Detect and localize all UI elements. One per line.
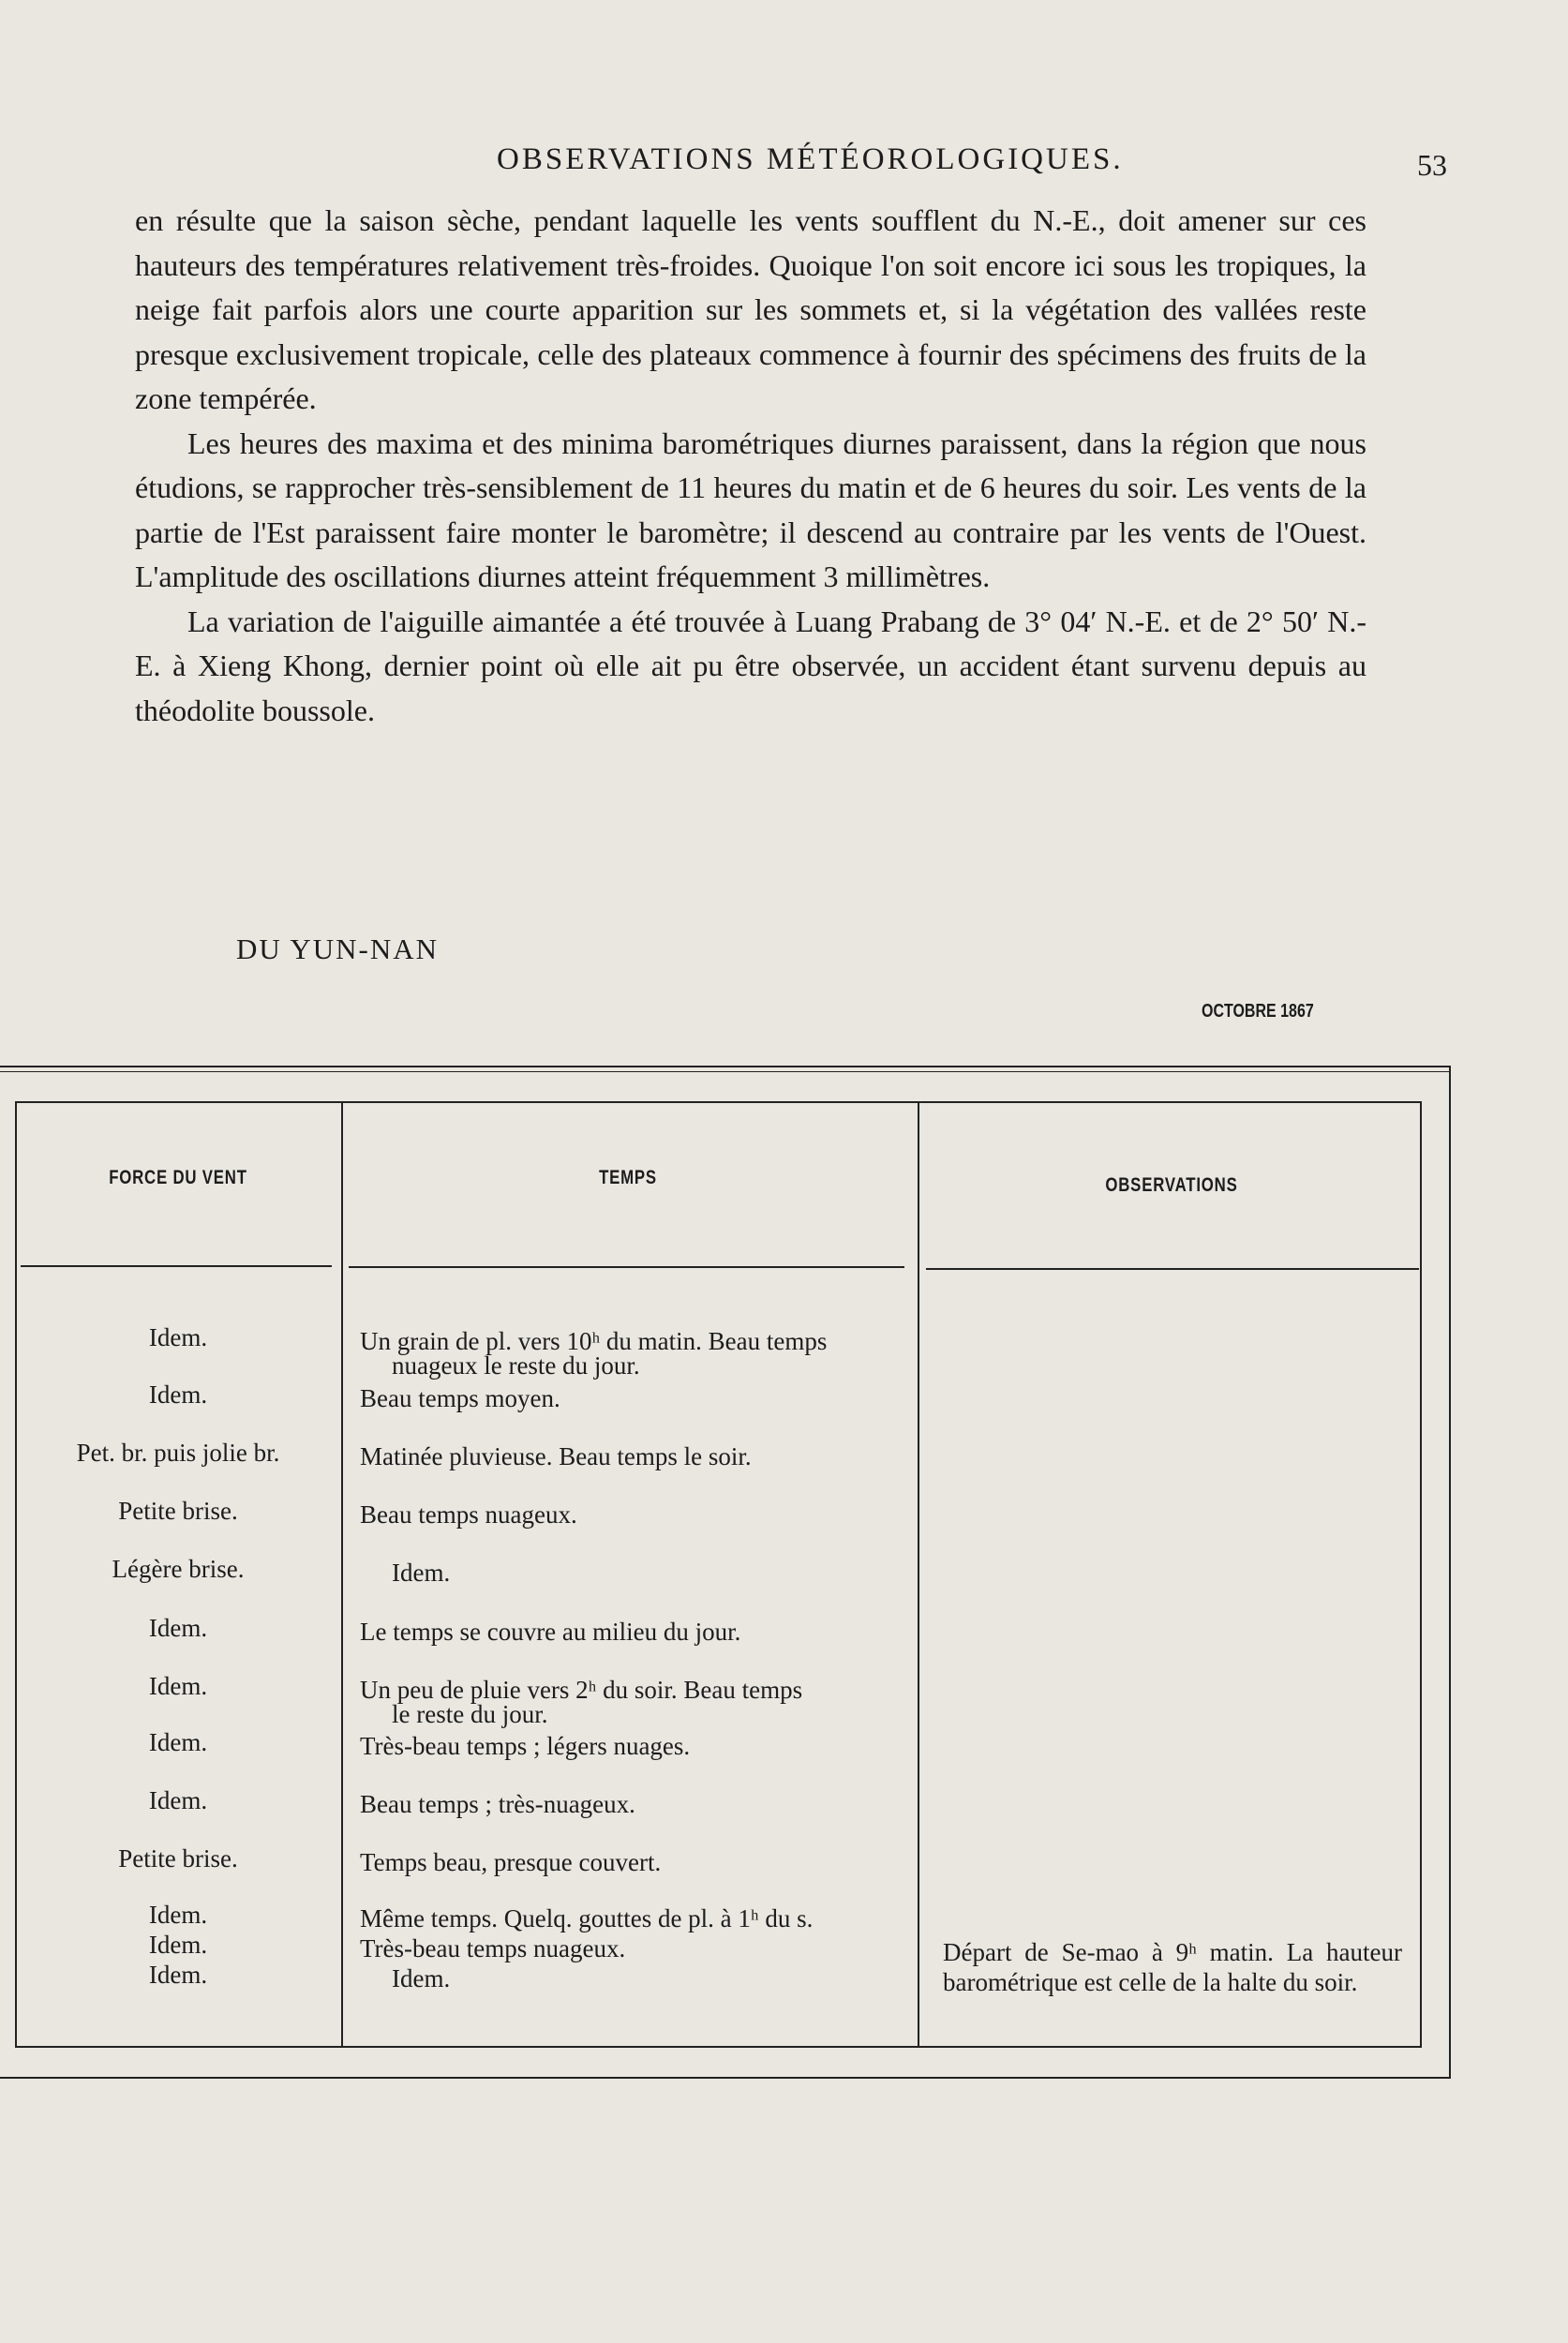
force-cell: Idem. (148, 1728, 208, 1756)
force-cell: Idem. (148, 1931, 208, 1959)
temps-cell: Beau temps nuageux. (360, 1500, 577, 1529)
temps-cell: Même temps. Quelq. gouttes de pl. à 1ʰ du s. (360, 1904, 814, 1933)
table-rule (15, 1101, 17, 2048)
table-rule (341, 1101, 343, 2048)
temps-cell: Un grain de pl. vers 10ʰ du matin. Beau temps (360, 1327, 828, 1355)
temps-cell-continuation: nuageux le reste du jour. (392, 1351, 640, 1380)
temps-cell: Le temps se couvre au milieu du jour. (360, 1618, 741, 1646)
temps-cell: Temps beau, presque couvert. (360, 1848, 662, 1876)
temps-cell-continuation: le reste du jour. (392, 1700, 548, 1728)
temps-cell: Très-beau temps nuageux. (360, 1934, 626, 1962)
table-rule (349, 1266, 904, 1268)
paragraph: en résulte que la saison sèche, pendant laquelle les vents soufflent du N.-E., doit amener sur ces hauteurs des températures relativement très-froides. Quoique l'on soit encore ici sous les tropiques, la neige fait parfois alors une courte apparition sur les sommets et, si la végétation des vallées reste presque exclusivement tropicale, celle des plateaux commence à fournir des spécimens des fruits de la zone tempérée. (135, 203, 1366, 415)
table-rule (1420, 1101, 1422, 2048)
header-observations: OBSERVATIONS (1105, 1174, 1238, 1196)
body-text (135, 199, 1366, 733)
table-rule (0, 2077, 1451, 2079)
table-rule (15, 1101, 1421, 1103)
force-cell: Idem. (148, 1786, 208, 1814)
table-rule (0, 1066, 1451, 1067)
force-cell: Petite brise. (118, 1844, 238, 1873)
table-rule (0, 1071, 1451, 1072)
observation-cell: Départ de Se-mao à 9ʰ matin. La hauteur barométrique est celle de la halte du soir. (943, 1938, 1402, 1996)
header-force-du-vent: FORCE DU VENT (109, 1167, 247, 1188)
table-rule (21, 1265, 332, 1267)
temps-cell: Un peu de pluie vers 2ʰ du soir. Beau temps (360, 1676, 803, 1704)
temps-cell: Matinée pluvieuse. Beau temps le soir. (360, 1442, 752, 1470)
table-rule (15, 2046, 1421, 2048)
force-cell: Idem. (148, 1901, 208, 1929)
page-number: 53 (1417, 148, 1447, 182)
temps-cell: Beau temps ; très-nuageux. (360, 1790, 635, 1818)
force-cell: Idem. (148, 1672, 208, 1700)
section-title: DU YUN-NAN (236, 933, 440, 965)
force-cell: Idem. (148, 1614, 208, 1642)
temps-cell: Idem. (392, 1559, 451, 1587)
force-cell: Petite brise. (118, 1497, 238, 1525)
force-cell: Légère brise. (112, 1555, 245, 1583)
force-cell: Idem. (148, 1323, 208, 1351)
running-head: OBSERVATIONS MÉTÉOROLOGIQUES. (497, 142, 1124, 176)
force-cell: Pet. br. puis jolie br. (76, 1439, 280, 1467)
table-rule (1449, 1066, 1451, 2079)
force-cell: Idem. (148, 1961, 208, 1989)
temps-cell: Beau temps moyen. (360, 1384, 560, 1412)
table-rule (926, 1268, 1419, 1270)
header-temps: TEMPS (599, 1167, 657, 1188)
temps-cell: Très-beau temps ; légers nuages. (360, 1732, 691, 1760)
temps-cell: Idem. (392, 1964, 451, 1992)
force-cell: Idem. (148, 1380, 208, 1409)
paragraph: La variation de l'aiguille aimantée a été trouvée à Luang Prabang de 3° 04′ N.-E. et de 2° 50′ N.-E. à Xieng Khong, dernier point où elle ait pu être observée, un accident étant survenu depuis au théodolite boussole. (135, 604, 1366, 727)
paragraph: Les heures des maxima et des minima barométriques diurnes paraissent, dans la région que nous étudions, se rapprocher très-sensiblement de 11 heures du matin et de 6 heures du soir. Les vents de la partie de l'Est paraissent faire monter le baromètre; il descend au contraire par les vents de l'Ouest. L'amplitude des oscillations diurnes atteint fréquemment 3 millimètres. (135, 425, 1366, 593)
table-month: OCTOBRE 1867 (1202, 1001, 1314, 1022)
